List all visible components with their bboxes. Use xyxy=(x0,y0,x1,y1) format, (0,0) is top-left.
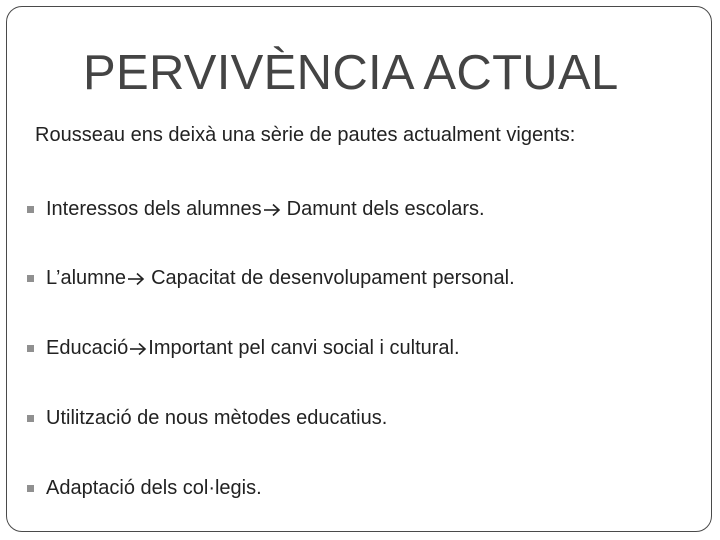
square-bullet-icon xyxy=(27,345,34,352)
slide-title: PERVIVÈNCIA ACTUAL xyxy=(83,46,619,100)
bullet-item-interessos xyxy=(27,198,485,221)
bullet-text-after: Damunt dels escolars. xyxy=(286,198,485,220)
bullet-text-before: Interessos dels alumnes xyxy=(46,198,262,220)
bullet-text-after: Important pel canvi social i cultural. xyxy=(148,337,460,359)
bullet-text-before: Educació xyxy=(46,337,129,359)
right-arrow-icon xyxy=(127,272,145,286)
slide xyxy=(6,6,712,532)
bullet-text: Utilització de nous mètodes educatius. xyxy=(46,407,388,429)
bullet-item-utilitzacio xyxy=(27,407,387,430)
bullet-item-alumne xyxy=(27,267,515,290)
right-arrow-icon xyxy=(129,342,147,356)
bullet-text: Adaptació dels col·legis. xyxy=(46,477,262,499)
bullet-text-after: Capacitat de desenvolupament personal. xyxy=(151,267,515,289)
square-bullet-icon xyxy=(27,275,34,282)
square-bullet-icon xyxy=(27,415,34,422)
bullet-item-adaptacio xyxy=(27,477,262,500)
square-bullet-icon xyxy=(27,206,34,213)
slide-intro: Rousseau ens deixà una sèrie de pautes actualment vigents: xyxy=(35,124,576,146)
bullet-item-educacio xyxy=(27,337,460,360)
square-bullet-icon xyxy=(27,485,34,492)
bullet-text-before: L’alumne xyxy=(46,267,127,289)
right-arrow-icon xyxy=(263,203,281,217)
